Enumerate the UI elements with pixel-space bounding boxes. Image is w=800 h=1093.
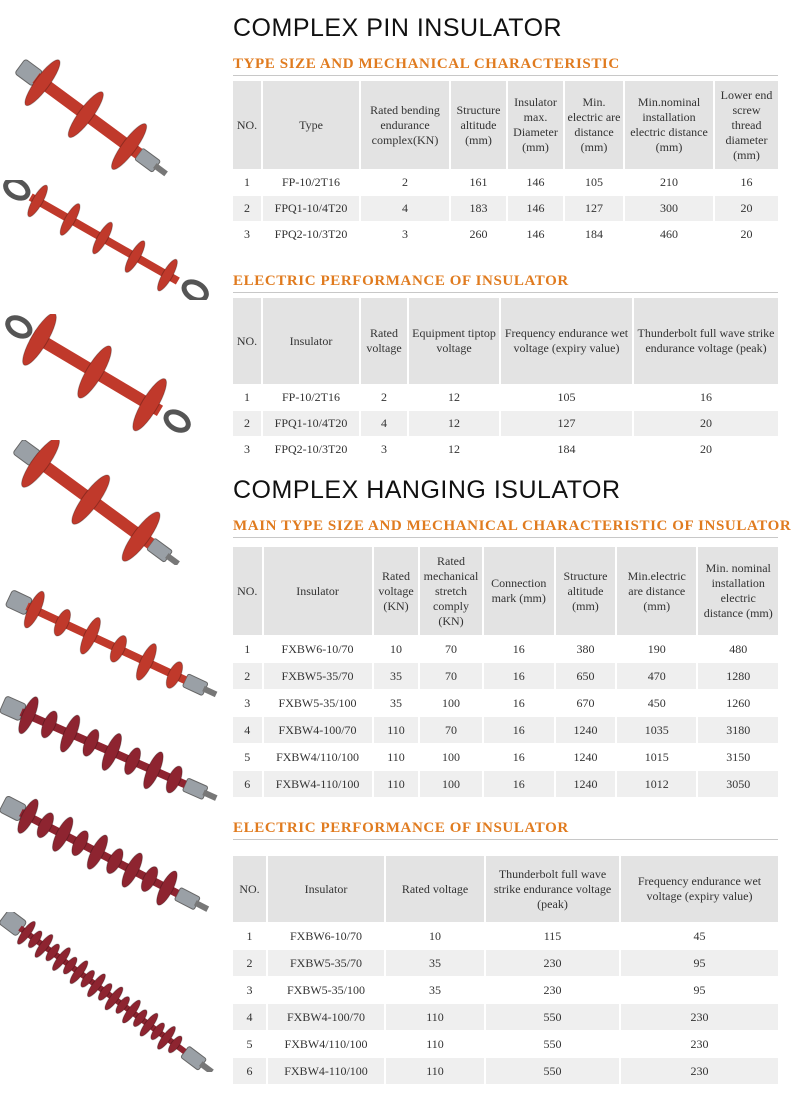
column-header: Rated voltage [386, 856, 486, 922]
table-cell: 12 [409, 384, 501, 410]
table-cell: 110 [374, 743, 421, 770]
table-row [233, 169, 778, 195]
insulator-photo-column [0, 0, 222, 1093]
table-cell: 16 [484, 743, 556, 770]
column-header: NO. [233, 81, 263, 169]
pin-mechanical-table [233, 81, 778, 247]
table-row [233, 221, 778, 247]
column-header: Structure altitude (mm) [556, 547, 617, 635]
table-cell: 16 [484, 716, 556, 743]
table-cell: 670 [556, 689, 617, 716]
table-cell: 10 [374, 635, 421, 662]
table-cell: 230 [486, 949, 621, 976]
table-row [233, 635, 778, 662]
table-cell: 460 [625, 221, 715, 247]
hanging-insulator-photo-3 [0, 590, 222, 700]
table-cell: 70 [420, 662, 483, 689]
table-cell: 1 [233, 922, 268, 949]
column-header: NO. [233, 298, 263, 384]
table-cell: 110 [386, 1057, 486, 1084]
table-row [233, 743, 778, 770]
column-header: Rated voltage (KN) [374, 547, 421, 635]
divider [233, 75, 778, 76]
table-cell: FXBW4-110/100 [268, 1057, 386, 1084]
table-cell: 12 [409, 410, 501, 436]
column-header: Thunderbolt full wave strike endurance voltage (peak) [486, 856, 621, 922]
hanging-insulator-photo-2 [0, 314, 222, 434]
table-cell: 1240 [556, 716, 617, 743]
hanging-insulator-title: COMPLEX HANGING ISULATOR [233, 476, 621, 504]
table-cell: 5 [233, 1030, 268, 1057]
table-cell: 35 [386, 976, 486, 1003]
table-cell: 70 [420, 716, 483, 743]
table-cell: 20 [715, 221, 778, 247]
table-cell: FXBW4-100/70 [268, 1003, 386, 1030]
hanging-electric-subtitle: ELECTRIC PERFORMANCE OF INSULATOR [233, 820, 569, 836]
table-cell: 16 [715, 169, 778, 195]
table-cell: 127 [501, 410, 634, 436]
table-cell: 70 [420, 635, 483, 662]
table-cell: 110 [386, 1003, 486, 1030]
table-cell: 10 [386, 922, 486, 949]
table-cell: 3 [233, 436, 263, 462]
table-row [233, 922, 778, 949]
table-cell: 2 [233, 949, 268, 976]
pin-insulator-photo-2 [0, 440, 222, 565]
table-cell: 3 [361, 221, 451, 247]
table-cell: 230 [621, 1003, 778, 1030]
table-cell: 146 [508, 169, 565, 195]
table-cell: FXBW6-10/70 [264, 635, 374, 662]
table-cell: 105 [501, 384, 634, 410]
table-cell: 184 [501, 436, 634, 462]
table-cell: FXBW4-110/100 [264, 770, 374, 797]
table-cell: 550 [486, 1030, 621, 1057]
table-cell: 4 [233, 1003, 268, 1030]
pin-insulator-photo-1 [0, 58, 222, 178]
table-row [233, 689, 778, 716]
table-cell: 115 [486, 922, 621, 949]
hanging-insulator-photo-5 [0, 796, 222, 916]
table-row [233, 410, 778, 436]
table-cell: 230 [486, 976, 621, 1003]
table-cell: 16 [484, 689, 556, 716]
column-header: Min.electric are distance (mm) [617, 547, 698, 635]
table-cell: 300 [625, 195, 715, 221]
table-cell: 20 [634, 436, 778, 462]
table-cell: 4 [233, 716, 264, 743]
table-cell: 45 [621, 922, 778, 949]
table-row [233, 436, 778, 462]
pin-insulator-title: COMPLEX PIN INSULATOR [233, 14, 563, 42]
table-cell: 6 [233, 770, 264, 797]
table-cell: 16 [634, 384, 778, 410]
table-cell: 35 [374, 689, 421, 716]
table-cell: 183 [451, 195, 508, 221]
table-cell: 20 [634, 410, 778, 436]
table-row [233, 1003, 778, 1030]
table-cell: 230 [621, 1030, 778, 1057]
hanging-insulator-photo-6 [0, 912, 222, 1072]
table-cell: 4 [361, 410, 409, 436]
column-header: Frequency endurance wet voltage (expiry value) [501, 298, 634, 384]
table-cell: 3050 [698, 770, 778, 797]
table-cell: FPQ2-10/3T20 [263, 221, 361, 247]
table-cell: 3180 [698, 716, 778, 743]
table-cell: 1 [233, 635, 264, 662]
table-cell: 16 [484, 662, 556, 689]
divider [233, 839, 778, 840]
table-cell: 230 [621, 1057, 778, 1084]
table-cell: FXBW6-10/70 [268, 922, 386, 949]
table-cell: 100 [420, 743, 483, 770]
column-header: Frequency endurance wet voltage (expiry value) [621, 856, 778, 922]
table-cell: 110 [374, 770, 421, 797]
table-cell: 20 [715, 195, 778, 221]
table-row [233, 716, 778, 743]
pin-mechanical-subtitle: TYPE SIZE AND MECHANICAL CHARACTERISTIC [233, 56, 620, 72]
table-cell: FXBW5-35/70 [264, 662, 374, 689]
table-cell: FPQ2-10/3T20 [263, 436, 361, 462]
column-header: Type [263, 81, 361, 169]
table-cell: FXBW5-35/100 [264, 689, 374, 716]
table-cell: 16 [484, 770, 556, 797]
table-cell: 1240 [556, 770, 617, 797]
table-cell: 480 [698, 635, 778, 662]
column-header: Equipment tiptop voltage [409, 298, 501, 384]
pin-electric-subtitle: ELECTRIC PERFORMANCE OF INSULATOR [233, 273, 569, 289]
table-cell: 650 [556, 662, 617, 689]
table-cell: 127 [565, 195, 625, 221]
table-row [233, 976, 778, 1003]
table-cell: 450 [617, 689, 698, 716]
table-cell: 1280 [698, 662, 778, 689]
table-cell: 210 [625, 169, 715, 195]
column-header: Rated mechanical stretch comply (KN) [420, 547, 483, 635]
table-cell: 110 [386, 1030, 486, 1057]
pin-electric-table [233, 298, 778, 462]
column-header: Connection mark (mm) [484, 547, 556, 635]
table-cell: 2 [361, 384, 409, 410]
table-cell: 146 [508, 221, 565, 247]
table-cell: FXBW5-35/100 [268, 976, 386, 1003]
table-cell: FXBW4/110/100 [268, 1030, 386, 1057]
table-cell: FXBW5-35/70 [268, 949, 386, 976]
table-row [233, 770, 778, 797]
column-header: Insulator [263, 298, 361, 384]
table-cell: 4 [361, 195, 451, 221]
column-header: Lower end screw thread diameter (mm) [715, 81, 778, 169]
table-cell: 146 [508, 195, 565, 221]
table-cell: 380 [556, 635, 617, 662]
hanging-electric-table [233, 856, 778, 1084]
table-cell: 1260 [698, 689, 778, 716]
table-cell: 470 [617, 662, 698, 689]
table-cell: 16 [484, 635, 556, 662]
table-row [233, 195, 778, 221]
table-cell: 100 [420, 689, 483, 716]
table-cell: 6 [233, 1057, 268, 1084]
column-header: Min. nominal installation electric distance (mm) [698, 547, 778, 635]
table-cell: FXBW4-100/70 [264, 716, 374, 743]
hanging-insulator-photo-4 [0, 696, 222, 806]
table-cell: 1240 [556, 743, 617, 770]
table-cell: 190 [617, 635, 698, 662]
hanging-mechanical-table [233, 547, 778, 797]
table-cell: 1 [233, 169, 263, 195]
table-cell: 110 [374, 716, 421, 743]
table-cell: 161 [451, 169, 508, 195]
table-cell: 3 [361, 436, 409, 462]
table-cell: 2 [233, 410, 263, 436]
table-cell: 5 [233, 743, 264, 770]
table-cell: 2 [361, 169, 451, 195]
column-header: Insulator [264, 547, 374, 635]
column-header: NO. [233, 856, 268, 922]
hanging-insulator-photo-1 [0, 180, 222, 300]
table-row [233, 1057, 778, 1084]
table-cell: 260 [451, 221, 508, 247]
column-header: Structure altitude (mm) [451, 81, 508, 169]
table-cell: 95 [621, 949, 778, 976]
table-cell: 550 [486, 1057, 621, 1084]
table-cell: FP-10/2T16 [263, 384, 361, 410]
table-cell: FXBW4/110/100 [264, 743, 374, 770]
table-cell: 100 [420, 770, 483, 797]
column-header: Insulator [268, 856, 386, 922]
table-cell: 3150 [698, 743, 778, 770]
table-cell: FPQ1-10/4T20 [263, 195, 361, 221]
table-cell: 35 [374, 662, 421, 689]
table-cell: FP-10/2T16 [263, 169, 361, 195]
column-header: Min. electric are distance (mm) [565, 81, 625, 169]
table-cell: 105 [565, 169, 625, 195]
table-cell: 1035 [617, 716, 698, 743]
table-cell: 550 [486, 1003, 621, 1030]
table-cell: 12 [409, 436, 501, 462]
table-row [233, 662, 778, 689]
table-row [233, 384, 778, 410]
table-cell: FPQ1-10/4T20 [263, 410, 361, 436]
table-cell: 3 [233, 689, 264, 716]
table-cell: 1012 [617, 770, 698, 797]
hanging-mechanical-subtitle: MAIN TYPE SIZE AND MECHANICAL CHARACTERISTIC OF INSULATOR [233, 518, 792, 534]
table-cell: 35 [386, 949, 486, 976]
divider [233, 537, 778, 538]
table-cell: 3 [233, 221, 263, 247]
table-cell: 95 [621, 976, 778, 1003]
table-cell: 3 [233, 976, 268, 1003]
table-row [233, 949, 778, 976]
table-cell: 1 [233, 384, 263, 410]
divider [233, 292, 778, 293]
table-cell: 1015 [617, 743, 698, 770]
table-row [233, 1030, 778, 1057]
column-header: Min.nominal installation electric distance (mm) [625, 81, 715, 169]
table-cell: 2 [233, 195, 263, 221]
column-header: NO. [233, 547, 264, 635]
column-header: Insulator max. Diameter (mm) [508, 81, 565, 169]
table-cell: 184 [565, 221, 625, 247]
column-header: Thunderbolt full wave strike endurance voltage (peak) [634, 298, 778, 384]
column-header: Rated voltage [361, 298, 409, 384]
column-header: Rated bending endurance complex(KN) [361, 81, 451, 169]
table-cell: 2 [233, 662, 264, 689]
